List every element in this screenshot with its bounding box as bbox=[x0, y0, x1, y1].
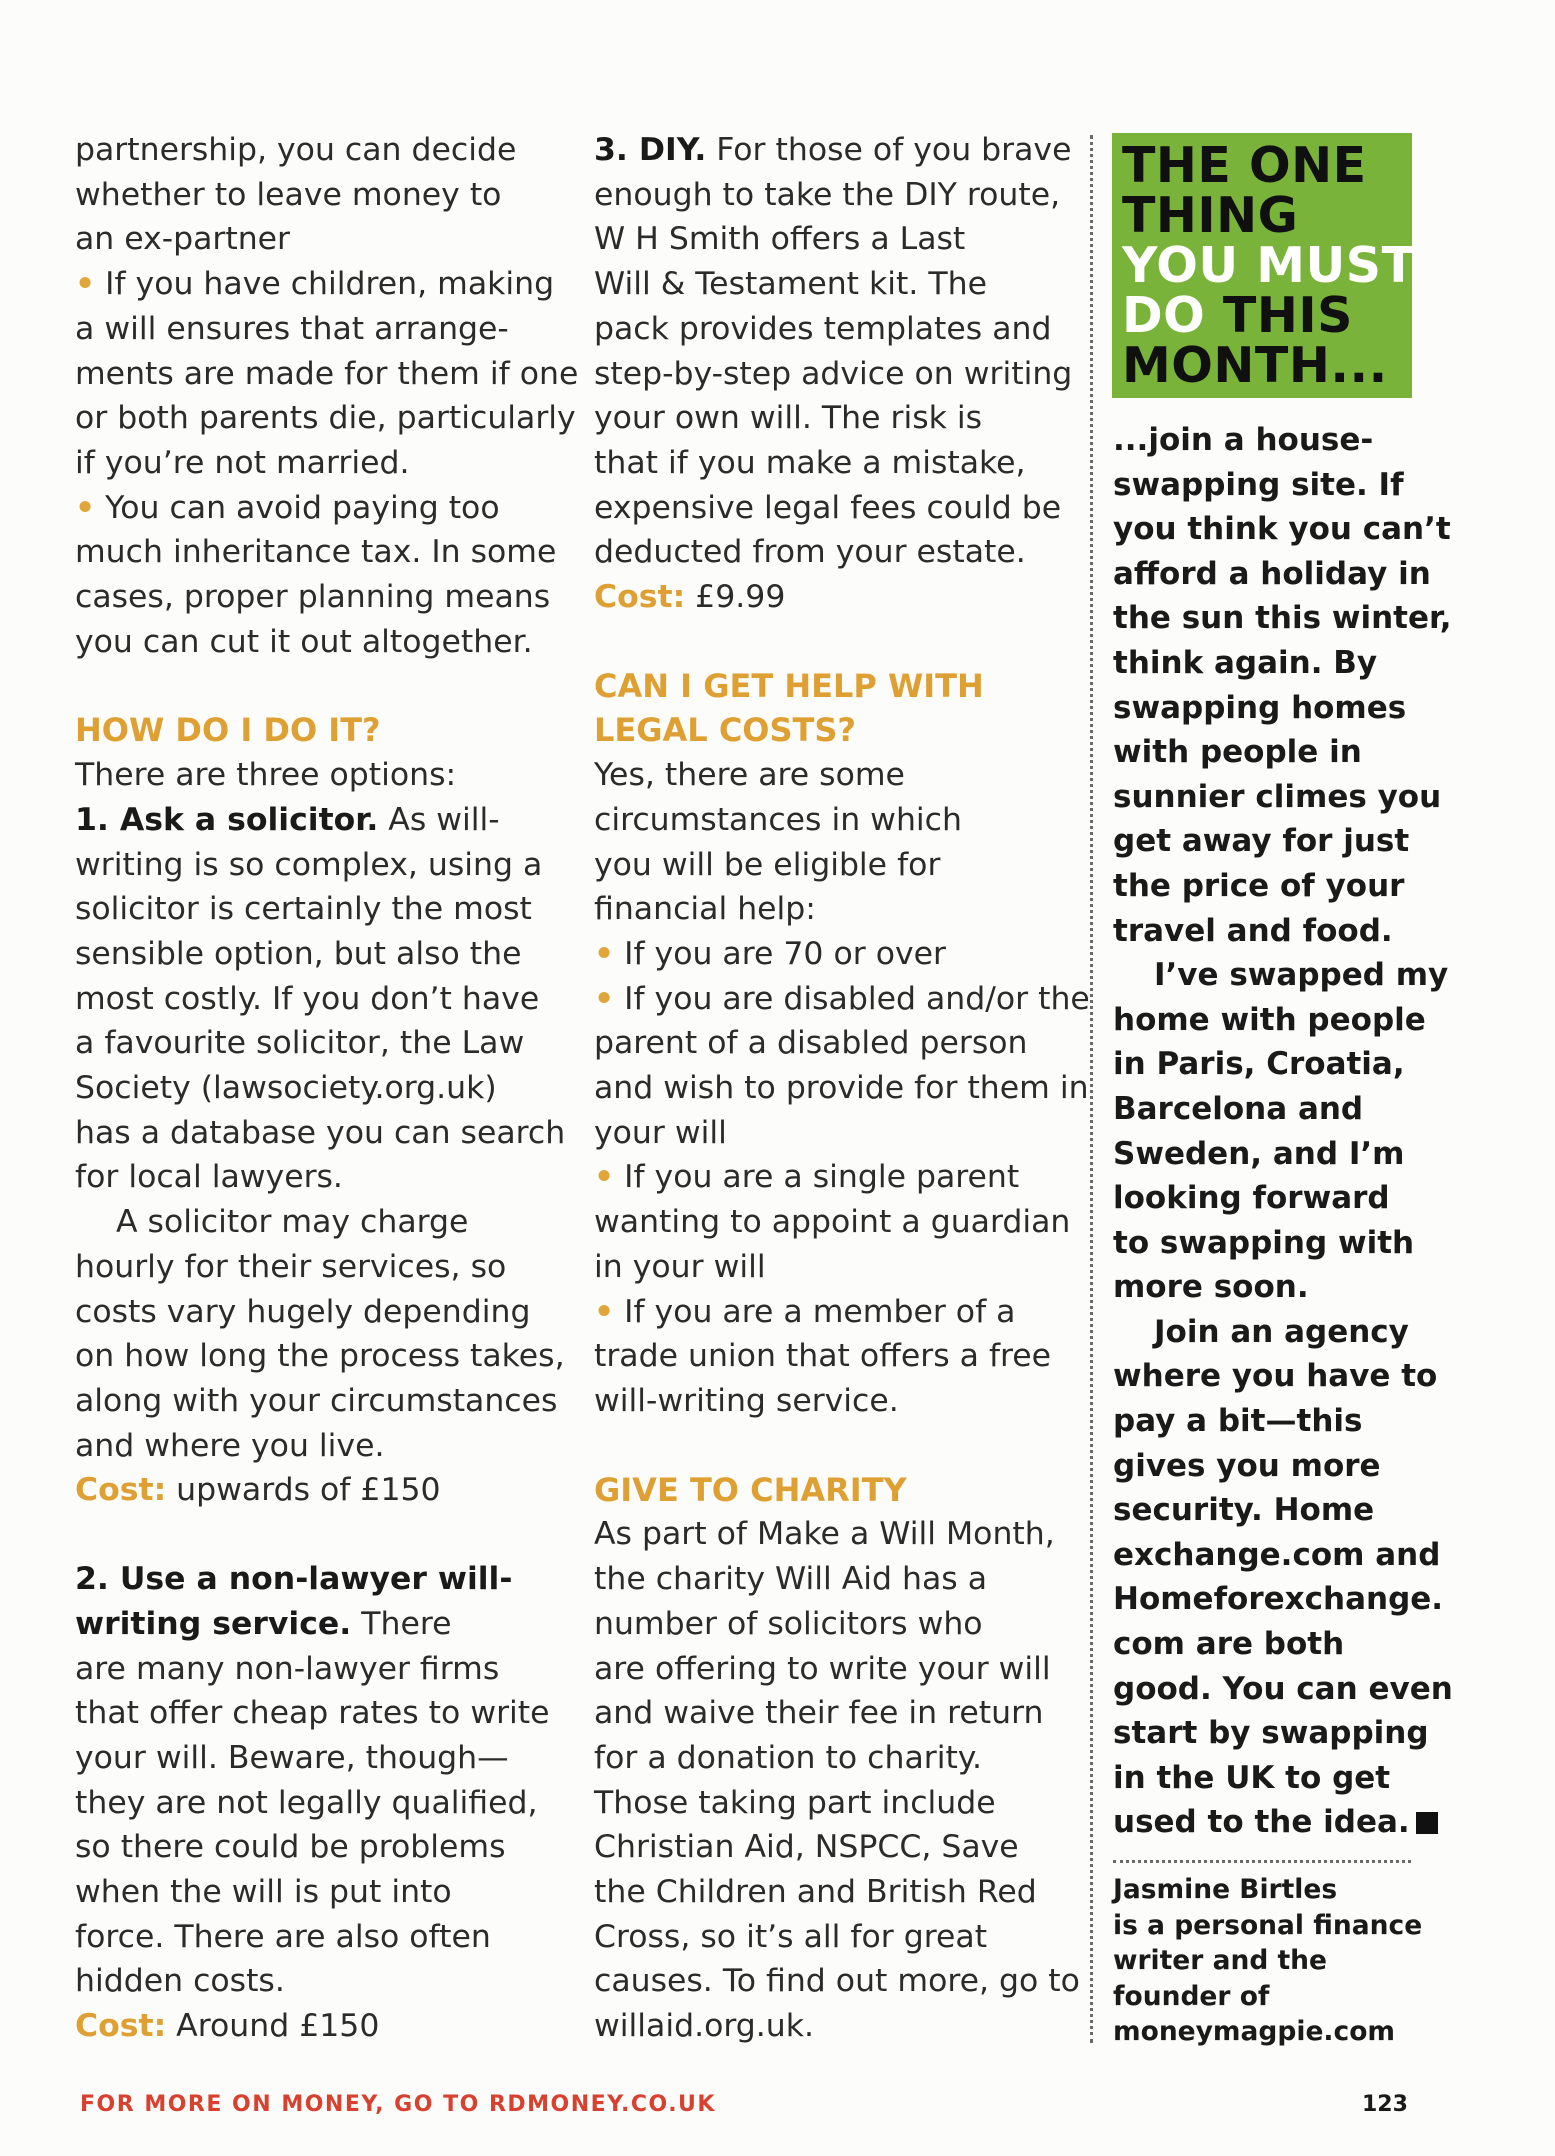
sidebar-line: the price of your bbox=[1113, 867, 1405, 904]
section-heading: HOW DO I DO IT? bbox=[75, 711, 381, 750]
body-line: your will. Beware, though— bbox=[75, 1739, 509, 1776]
body-line: a favourite solicitor, the Law bbox=[75, 1025, 525, 1062]
list-item: • If you have children, making bbox=[75, 266, 555, 303]
list-item: • If you are 70 or over bbox=[594, 935, 946, 972]
sidebar-line: good. You can even bbox=[1113, 1670, 1453, 1707]
option-title: writing service. bbox=[75, 1605, 352, 1642]
body-line: writing is so complex, using a bbox=[75, 846, 543, 883]
cost-label: Cost: bbox=[75, 2008, 167, 2045]
column-sidebar bbox=[1113, 418, 1453, 1845]
body-line: has a database you can search bbox=[75, 1114, 566, 1151]
body-line: Will & Testament kit. The bbox=[594, 266, 987, 303]
column-left bbox=[75, 128, 579, 2049]
body-line: deducted from your estate. bbox=[594, 534, 1026, 571]
sidebar-line: with people in bbox=[1113, 734, 1362, 771]
body-line: number of solicitors who bbox=[594, 1605, 983, 1642]
body-line: Cross, so it’s all for great bbox=[594, 1918, 988, 1955]
body-line: when the will is put into bbox=[75, 1874, 452, 1911]
sidebar-line: Barcelona and bbox=[1113, 1090, 1364, 1127]
body-line: willaid.org.uk. bbox=[594, 2008, 814, 2045]
sidebar-line: I’ve swapped my bbox=[1154, 957, 1449, 994]
website-name: com bbox=[1113, 1626, 1185, 1663]
option-title: 2. Use a non-lawyer will- bbox=[75, 1561, 513, 1598]
callout-title-line: THING bbox=[1122, 187, 1299, 244]
bullet-icon: • bbox=[75, 489, 96, 526]
sidebar-line: to swapping with bbox=[1113, 1224, 1415, 1261]
sidebar-line: travel and food. bbox=[1113, 912, 1393, 949]
bullet-icon: • bbox=[594, 1293, 615, 1330]
section-heading: GIVE TO CHARITY bbox=[594, 1470, 907, 1509]
body-line: whether to leave money to bbox=[75, 176, 502, 213]
sidebar-line: security. Home bbox=[1113, 1492, 1375, 1529]
body-line: sensible option, but also the bbox=[75, 935, 522, 972]
body-line: partnership, you can decide bbox=[75, 132, 517, 168]
sidebar-line: in Paris, Croatia, bbox=[1113, 1046, 1405, 1083]
sidebar-line: more soon. bbox=[1113, 1269, 1309, 1306]
body-line: wanting to appoint a guardian bbox=[594, 1204, 1071, 1241]
sidebar-line: home with people bbox=[1113, 1001, 1426, 1038]
body-line: they are not legally qualified, bbox=[75, 1784, 538, 1821]
body-line: parent of a disabled person bbox=[594, 1025, 1028, 1062]
body-line: Yes, there are some bbox=[594, 757, 905, 794]
website-name: Home bbox=[1273, 1492, 1375, 1529]
body-line: much inheritance tax. In some bbox=[75, 534, 557, 571]
sidebar-line: gives you more bbox=[1113, 1447, 1381, 1484]
bio-line: founder of bbox=[1113, 1980, 1270, 2012]
body-line: your will bbox=[594, 1114, 727, 1151]
body-line: financial help: bbox=[594, 891, 816, 928]
sidebar-line: used to the idea. bbox=[1113, 1800, 1433, 1845]
body-line: W H Smith offers a Last bbox=[594, 221, 966, 258]
body-line: cases, proper planning means bbox=[75, 579, 551, 616]
body-line: your own will. The risk is bbox=[594, 400, 983, 437]
list-item: • If you are disabled and/or the bbox=[594, 980, 1090, 1017]
sidebar-line: sunnier climes you bbox=[1113, 778, 1442, 815]
cost-line: Cost: £9.99 bbox=[594, 579, 786, 616]
bullet-icon: • bbox=[75, 266, 96, 303]
body-line: and waive their fee in return bbox=[594, 1695, 1044, 1732]
website-name: exchange.com bbox=[1113, 1536, 1365, 1573]
body-line: There are three options: bbox=[75, 757, 457, 794]
body-line: the charity Will Aid has a bbox=[594, 1561, 988, 1598]
author-bio bbox=[1113, 1872, 1422, 2050]
bullet-icon: • bbox=[594, 1159, 615, 1196]
sidebar-line: get away for just bbox=[1113, 823, 1410, 860]
body-line: As part of Make a Will Month, bbox=[594, 1516, 1055, 1553]
column-divider bbox=[1090, 135, 1093, 2043]
cost-label: Cost: bbox=[75, 1472, 167, 1509]
footer-tagline: FOR MORE ON MONEY, GO TO RDMONEY.CO.UK bbox=[80, 2092, 716, 2117]
sidebar-line: afford a holiday in bbox=[1113, 555, 1431, 592]
body-line: are offering to write your will bbox=[594, 1650, 1051, 1687]
body-line: causes. To find out more, go to bbox=[594, 1963, 1080, 2000]
bio-line: writer and the bbox=[1113, 1945, 1328, 1976]
body-line: hidden costs. bbox=[75, 1963, 285, 2000]
sidebar-line: where you have to bbox=[1113, 1358, 1438, 1395]
option-line: 3. DIY. For those of you brave bbox=[594, 132, 1072, 168]
sidebar-line: swapping homes bbox=[1113, 689, 1407, 726]
body-line: solicitor is certainly the most bbox=[75, 891, 532, 928]
body-line: a will ensures that arrange- bbox=[75, 310, 509, 347]
body-line: are many non-lawyer firms bbox=[75, 1650, 500, 1687]
body-line: most costly. If you don’t have bbox=[75, 980, 540, 1017]
body-line: A solicitor may charge bbox=[116, 1204, 469, 1241]
list-item: • If you are a member of a bbox=[594, 1293, 1016, 1330]
option-line: 1. Ask a solicitor. As will- bbox=[75, 801, 500, 838]
body-line: pack provides templates and bbox=[594, 310, 1052, 347]
list-item: • If you are a single parent bbox=[594, 1159, 1020, 1196]
body-line: if you’re not married. bbox=[75, 444, 410, 481]
callout-box bbox=[1112, 133, 1416, 398]
body-line: circumstances in which bbox=[594, 801, 962, 838]
body-line: hourly for their services, so bbox=[75, 1248, 507, 1285]
body-line: that if you make a mistake, bbox=[594, 444, 1026, 481]
body-line: for a donation to charity. bbox=[594, 1739, 982, 1776]
option-title: 3. DIY. bbox=[594, 132, 707, 168]
callout-title-line: YOU MUST bbox=[1122, 237, 1416, 294]
end-mark-icon bbox=[1416, 1812, 1438, 1834]
body-line: an ex-partner bbox=[75, 221, 291, 258]
body-line: along with your circumstances bbox=[75, 1382, 558, 1419]
body-line: Christian Aid, NSPCC, Save bbox=[594, 1829, 1019, 1866]
body-line: on how long the process takes, bbox=[75, 1338, 565, 1375]
sidebar-line: you think you can’t bbox=[1113, 511, 1451, 548]
cost-label: Cost: bbox=[594, 579, 686, 616]
bullet-icon: • bbox=[594, 935, 615, 972]
body-line: the Children and British Red bbox=[594, 1874, 1037, 1911]
body-line: that offer cheap rates to write bbox=[75, 1695, 550, 1732]
body-line: expensive legal fees could be bbox=[594, 489, 1062, 526]
sidebar-line: start by swapping bbox=[1113, 1715, 1429, 1752]
sidebar-line: the sun this winter, bbox=[1113, 600, 1452, 637]
sidebar-line: looking forward bbox=[1113, 1180, 1390, 1217]
section-heading: CAN I GET HELP WITH bbox=[594, 666, 984, 705]
page-number: 123 bbox=[1362, 2092, 1408, 2117]
bullet-icon: • bbox=[594, 980, 615, 1017]
body-line: you can cut it out altogether. bbox=[75, 623, 533, 660]
author-name: Jasmine Birtles bbox=[1113, 1874, 1338, 1905]
sidebar-line: think again. By bbox=[1113, 644, 1378, 681]
body-line: Those taking part include bbox=[594, 1784, 996, 1821]
sidebar-line: pay a bit—this bbox=[1113, 1403, 1363, 1440]
body-line: and wish to provide for them in bbox=[594, 1070, 1089, 1107]
body-line: will-writing service. bbox=[594, 1382, 899, 1419]
body-line: and where you live. bbox=[75, 1427, 385, 1464]
bio-line: is a personal finance bbox=[1113, 1909, 1423, 1941]
sidebar-line: Sweden, and I’m bbox=[1113, 1135, 1405, 1172]
option-line: writing service. There bbox=[75, 1605, 452, 1642]
body-line: step-by-step advice on writing bbox=[594, 355, 1073, 392]
body-line: or both parents die, particularly bbox=[75, 400, 576, 437]
body-line: force. There are also often bbox=[75, 1918, 491, 1955]
bio-divider bbox=[1113, 1860, 1411, 1863]
cost-line: Cost: Around £150 bbox=[75, 2008, 380, 2045]
body-line: trade union that offers a free bbox=[594, 1338, 1052, 1375]
sidebar-line: exchange.com and bbox=[1113, 1536, 1441, 1573]
sidebar-line: com are both bbox=[1113, 1626, 1345, 1663]
callout-title-line: DO THIS bbox=[1122, 287, 1353, 344]
section-heading: LEGAL COSTS? bbox=[594, 711, 856, 750]
sidebar-line: swapping site. If bbox=[1113, 466, 1404, 503]
body-line: costs vary hugely depending bbox=[75, 1293, 531, 1330]
sidebar-line: ...join a house- bbox=[1113, 422, 1374, 458]
body-line: enough to take the DIY route, bbox=[594, 176, 1061, 213]
column-middle bbox=[594, 128, 1090, 2049]
body-line: for local lawyers. bbox=[75, 1159, 343, 1196]
sidebar-line: Join an agency bbox=[1154, 1313, 1409, 1350]
callout-title-line: THE ONE bbox=[1122, 137, 1367, 194]
body-line: you will be eligible for bbox=[594, 846, 941, 883]
website-name: Homeforexchange. bbox=[1113, 1581, 1444, 1618]
callout-title-line: MONTH... bbox=[1122, 337, 1388, 394]
body-line: Society (lawsociety.org.uk) bbox=[75, 1070, 497, 1107]
option-title: 1. Ask a solicitor. bbox=[75, 801, 379, 838]
bio-line: moneymagpie.com bbox=[1113, 2016, 1396, 2047]
cost-line: Cost: upwards of £150 bbox=[75, 1472, 441, 1509]
sidebar-line: in the UK to get bbox=[1113, 1759, 1391, 1796]
list-item: • You can avoid paying too bbox=[75, 489, 500, 526]
body-line: ments are made for them if one bbox=[75, 355, 579, 392]
body-line: in your will bbox=[594, 1248, 766, 1285]
body-line: so there could be problems bbox=[75, 1829, 506, 1866]
